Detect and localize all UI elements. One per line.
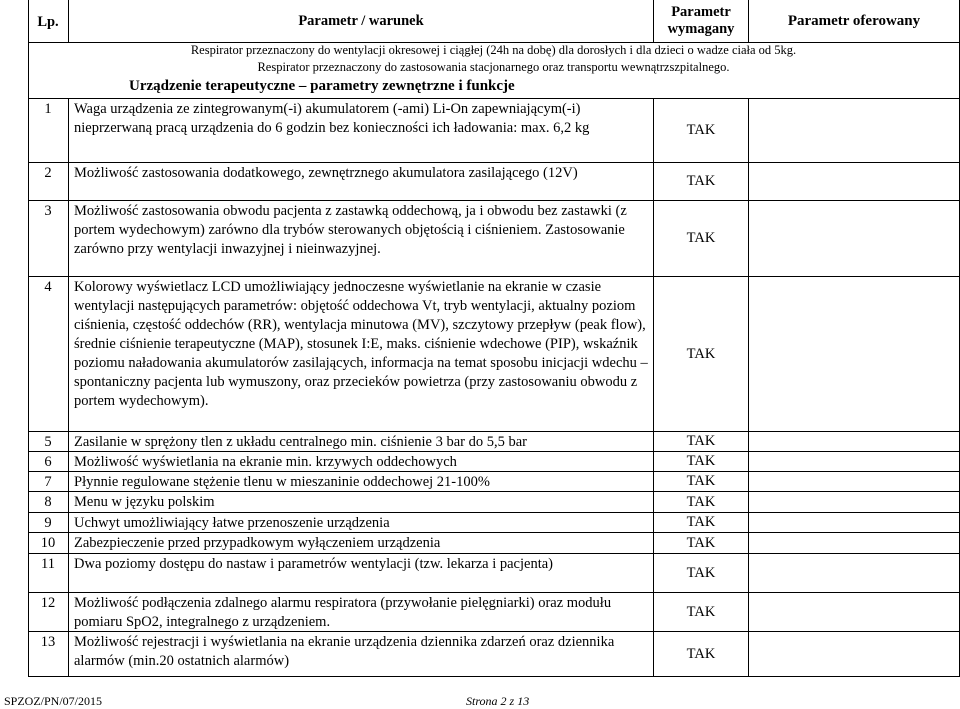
- table-row: [28, 513, 959, 533]
- row-requirement: Menu w języku polskim: [74, 494, 215, 510]
- row-requirement: Możliwość podłączenia zdalnego alarmu respiratora (przywołanie pielęgniarki) oraz modułu pomiaru SpO2, integralnego z urządzeniem.: [74, 595, 612, 630]
- section-title: Urządzenie terapeutyczne – parametry zewnętrzne i funkcje: [129, 78, 515, 94]
- row-number: 7: [44, 474, 52, 490]
- row-requirement: Możliwość wyświetlania na ekranie min. krzywych oddechowych: [74, 454, 457, 470]
- row-number: 9: [44, 515, 52, 531]
- row-offered-value[interactable]: [749, 554, 959, 592]
- row-number: 3: [44, 203, 52, 219]
- row-required-value: TAK: [686, 433, 716, 449]
- header-col-divider: [68, 0, 69, 42]
- table-row: [28, 277, 959, 432]
- row-number: 13: [40, 634, 56, 650]
- header-col-divider: [653, 0, 654, 42]
- row-offered-value[interactable]: [749, 163, 959, 200]
- row-requirement: Płynnie regulowane stężenie tlenu w mieszaninie oddechowej 21-100%: [74, 474, 490, 490]
- note-1: Respirator przeznaczony do wentylacji okresowej i ciągłej (24h na dobę) dla dorosłych i dla dzieci o wadze ciała od 5kg.: [190, 43, 797, 57]
- footer-page: Strona 2 z 13: [466, 694, 530, 708]
- row-offered-value[interactable]: [749, 492, 959, 512]
- row-offered-value[interactable]: [749, 513, 959, 532]
- row-offered-value[interactable]: [749, 593, 959, 631]
- section-row: [28, 77, 959, 99]
- row-offered-value[interactable]: [749, 432, 959, 451]
- table-row: [28, 99, 959, 163]
- row-required-value: TAK: [686, 493, 716, 510]
- row-requirement: Zasilanie w sprężony tlen z układu centralnego min. ciśnienie 3 bar do 5,5 bar: [74, 434, 527, 450]
- note-row-1: [28, 42, 959, 60]
- row-number: 5: [44, 434, 52, 450]
- row-requirement: Kolorowy wyświetlacz LCD umożliwiający jednoczesne wyświetlanie na ekranie w czasie wentylacji następujących parametrów: objętość oddechowa Vt, tryb wentylacji, aktualny poziom ciśnienia, częstość oddechów (RR), wentylacja minutowa (MV), szczytowy przepływ (peak flow), średnie ciśnienie terapeutyczne (MAP), stosunek I:E, maks. ciśnienie wdechowe (PIP), wskaźnik poziomu naładowania akumulatorów zasilających, informacja na temat sposobu inicjacji wdechu – spontaniczny pacjenta lub wymuszony, oraz przecieków powietrza (przy zastosowaniu obwodu z portem wydechowym).: [74, 279, 648, 409]
- row-required-value: TAK: [686, 230, 716, 246]
- table-row: [28, 593, 959, 632]
- header-col-divider: [748, 0, 749, 42]
- header-lp: Lp.: [37, 13, 59, 30]
- header-required: Parametr wymagany: [667, 4, 735, 37]
- header-offered: Parametr oferowany: [787, 12, 921, 29]
- row-requirement: Dwa poziomy dostępu do nastaw i parametrów wentylacji (tzw. lekarza i pacjenta): [74, 556, 553, 572]
- row-offered-value[interactable]: [749, 277, 959, 431]
- table-header: [28, 0, 959, 42]
- row-requirement: Możliwość rejestracji i wyświetlania na ekranie urządzenia dziennika zdarzeń oraz dziennika alarmów (min.20 ostatnich alarmów): [74, 634, 615, 669]
- note-row-2: [28, 60, 959, 77]
- row-number: 11: [41, 556, 55, 572]
- footer-doc-id: SPZOZ/PN/07/2015: [4, 694, 103, 708]
- row-requirement: Uchwyt umożliwiający łatwe przenoszenie urządzenia: [74, 515, 390, 531]
- header-param: Parametr / warunek: [298, 13, 424, 29]
- row-required-value: TAK: [686, 603, 716, 620]
- table-row: [28, 163, 959, 201]
- row-number: 8: [44, 494, 52, 510]
- row-number: 12: [40, 595, 56, 611]
- row-offered-value[interactable]: [749, 452, 959, 471]
- row-offered-value[interactable]: [749, 533, 959, 553]
- row-offered-value[interactable]: [749, 201, 959, 276]
- row-number: 4: [44, 279, 52, 295]
- row-required-value: TAK: [686, 122, 716, 138]
- row-requirement: Zabezpieczenie przed przypadkowym wyłączeniem urządzenia: [74, 535, 441, 551]
- table-row: [28, 533, 959, 554]
- row-required-value: TAK: [686, 473, 716, 489]
- table-row: [28, 492, 959, 513]
- row-required-value: TAK: [686, 564, 716, 581]
- note-2: Respirator przeznaczony do zastosowania stacjonarnego oraz transportu wewnątrzszpitalnego.: [257, 60, 730, 74]
- table-row: [28, 452, 959, 472]
- row-offered-value[interactable]: [749, 472, 959, 491]
- row-number: 2: [44, 165, 52, 181]
- row-requirement: Możliwość zastosowania dodatkowego, zewnętrznego akumulatora zasilającego (12V): [74, 165, 578, 181]
- table-row: [28, 472, 959, 492]
- row-requirement: Waga urządzenia ze zintegrowanym(-i) akumulatorem (-ami) Li-On zapewniającym(-i) nieprzerwaną pracą urządzenia do 6 godzin bez konieczności ich ładowania: max. 6,2 kg: [74, 101, 590, 136]
- row-requirement: Możliwość zastosowania obwodu pacjenta z zastawką oddechową, ja i obwodu bez zastawki (z portem wydechowym) zarówno dla trybów sterowanych objętością i ciśnieniem. Zastosowanie zarówno przy wentylacji inwazyjnej i nieinwazyjnej.: [74, 203, 627, 257]
- table-row: [28, 432, 959, 452]
- row-number: 1: [44, 101, 52, 117]
- table-row: [28, 632, 959, 677]
- row-number: 10: [40, 535, 56, 551]
- row-required-value: TAK: [686, 514, 716, 530]
- row-required-value: TAK: [686, 645, 716, 662]
- row-required-value: TAK: [686, 534, 716, 551]
- row-required-value: TAK: [686, 345, 716, 362]
- table-row: [28, 201, 959, 277]
- row-offered-value[interactable]: [749, 99, 959, 162]
- table-row: [28, 554, 959, 593]
- row-required-value: TAK: [686, 173, 716, 189]
- row-offered-value[interactable]: [749, 632, 959, 676]
- row-required-value: TAK: [686, 453, 716, 469]
- row-number: 6: [44, 454, 52, 470]
